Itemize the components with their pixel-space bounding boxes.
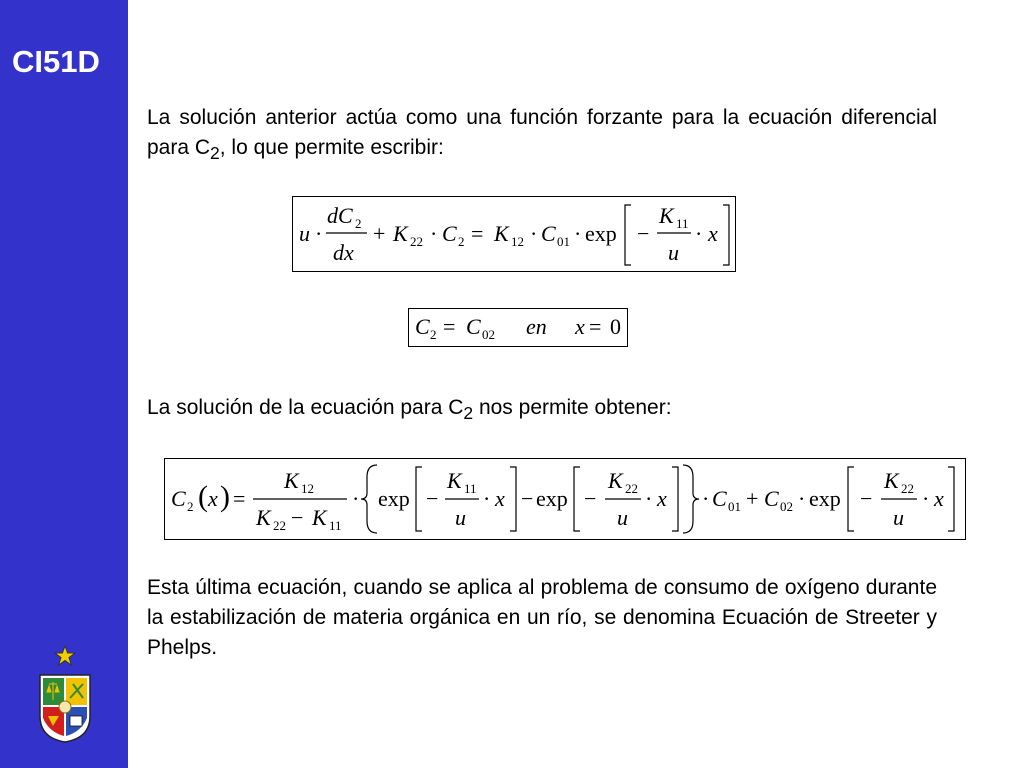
intro-paragraph — [147, 103, 937, 168]
eq1-C01: C — [541, 221, 556, 246]
eq2-equals2: = — [589, 314, 602, 339]
eq2-C2: C — [415, 314, 430, 339]
eq3-minus2: − — [521, 486, 534, 511]
eq3-minus: − — [291, 505, 304, 530]
eq2-x: x — [575, 314, 585, 339]
eq1-dC: dC — [327, 203, 353, 228]
eq3-right-brace — [683, 465, 699, 533]
eq1-x: x — [708, 221, 718, 246]
eq3-C01: C — [712, 486, 727, 511]
eq3-u2: u — [617, 505, 628, 530]
eq3-bracket1-left — [416, 467, 422, 531]
eq3-K11-sub: 11 — [329, 518, 342, 533]
eq3-bracket1-right — [510, 467, 516, 531]
eq1-dot3: · — [530, 221, 538, 246]
eq1-K11-sub: 11 — [676, 216, 689, 231]
solution-paragraph — [147, 393, 937, 428]
eq1-dx: dx — [333, 240, 354, 265]
eq1-dot5: · — [695, 221, 703, 246]
sidebar — [0, 0, 128, 768]
star-icon — [54, 645, 76, 667]
eq1-C2-sub: 2 — [458, 234, 465, 249]
eq3-dot1: · — [352, 486, 360, 511]
eq3-plus: + — [746, 486, 759, 511]
eq3-dot3: · — [645, 486, 653, 511]
eq3-C02: C — [764, 486, 779, 511]
eq2-equals: = — [443, 314, 456, 339]
solution-text: La solución de la ecuación para C — [147, 396, 464, 419]
eq3-exp3: exp — [809, 486, 841, 511]
eq1-K11: K — [659, 203, 674, 228]
eq3-lparen: ( — [198, 480, 208, 513]
eq1-equals: = — [471, 221, 484, 246]
course-code: CI51D — [12, 44, 100, 79]
eq1-u: u — [299, 221, 310, 246]
eq3-exp2: exp — [536, 486, 568, 511]
intro-text: La solución anterior actúa como una función forzante para la ecuación diferencial para C — [147, 106, 937, 159]
eq3-x1: x — [495, 486, 505, 511]
eq3-x2: x — [657, 486, 667, 511]
differential-equation-box — [292, 196, 736, 272]
eq3-dot2: · — [483, 486, 491, 511]
eq3-bracket2-right — [672, 467, 678, 531]
eq1-dot: · — [315, 221, 323, 246]
solution-text-end: nos permite obtener: — [473, 396, 672, 419]
eq3-K11: K — [312, 505, 327, 530]
eq3-x: x — [208, 486, 218, 511]
eq3-u1: u — [455, 505, 466, 530]
eq3-K22c: K — [884, 468, 899, 493]
eq1-minus: − — [637, 221, 650, 246]
eq3-minus3: − — [584, 486, 597, 511]
eq1-K12-sub: 12 — [511, 234, 524, 249]
intro-sub: 2 — [210, 143, 220, 164]
eq3-K12: K — [284, 468, 299, 493]
eq3-equals: = — [233, 486, 246, 511]
eq1-exp: exp — [585, 221, 617, 246]
eq3-K22c-sub: 22 — [901, 481, 914, 496]
eq3-left-brace — [361, 465, 377, 533]
eq3-K22: K — [256, 505, 271, 530]
eq3-rparen: ) — [220, 480, 230, 513]
eq2-C02: C — [466, 314, 481, 339]
eq1-K22: K — [393, 221, 408, 246]
eq3-K22b-sub: 22 — [625, 481, 638, 496]
eq3-x3: x — [934, 486, 944, 511]
eq3-C02-sub: 02 — [780, 499, 793, 514]
eq3-minus4: − — [860, 486, 873, 511]
streeter-phelps-equation-box — [164, 458, 966, 540]
conclusion-paragraph: Esta última ecuación, cuando se aplica al problema de consumo de oxígeno durante la estabilización de materia orgánica en un río, se denomina Ecuación de Streeter y Phelps. — [147, 576, 937, 659]
eq1-K12: K — [494, 221, 509, 246]
eq1-right-bracket — [723, 205, 729, 265]
eq3-C2: C — [171, 486, 186, 511]
eq3-exp1: exp — [378, 486, 410, 511]
eq2-zero: 0 — [610, 314, 621, 339]
eq3-K22b: K — [608, 468, 623, 493]
eq3-K12-sub: 12 — [301, 481, 314, 496]
eq3-u3: u — [893, 505, 904, 530]
eq2-en: en — [526, 314, 547, 339]
eq3-K11b: K — [447, 468, 462, 493]
eq3-bracket2-left — [574, 467, 580, 531]
eq2-C02-sub: 02 — [482, 327, 495, 342]
eq3-minus1: − — [426, 486, 439, 511]
eq3-C01-sub: 01 — [728, 499, 741, 514]
eq1-dot2: · — [430, 221, 438, 246]
eq1-dot4: · — [574, 221, 582, 246]
differential-equation — [293, 197, 735, 271]
eq3-bracket3-right — [948, 467, 954, 531]
eq1-K22-sub: 22 — [410, 234, 423, 249]
eq1-C01-sub: 01 — [557, 234, 570, 249]
eq3-C2-sub: 2 — [187, 499, 194, 514]
eq1-left-bracket — [625, 205, 631, 265]
eq1-u2: u — [668, 240, 679, 265]
streeter-phelps-equation — [165, 459, 965, 539]
eq3-bracket3-left — [848, 467, 854, 531]
solution-sub: 2 — [463, 403, 474, 424]
eq1-dC-sub: 2 — [355, 216, 362, 231]
initial-condition — [409, 309, 627, 346]
eq3-dot6: · — [922, 486, 930, 511]
intro-text-end: , lo que permite escribir: — [219, 136, 444, 159]
eq1-plus: + — [373, 221, 386, 246]
eq1-C2: C — [442, 221, 457, 246]
eq3-dot4: · — [702, 486, 710, 511]
eq3-K22-sub: 22 — [273, 518, 286, 533]
initial-condition-box — [408, 308, 628, 347]
eq2-C2-sub: 2 — [430, 327, 437, 342]
eq3-dot5: · — [798, 486, 806, 511]
eq3-K11b-sub: 11 — [464, 481, 477, 496]
university-crest-icon — [37, 672, 93, 744]
